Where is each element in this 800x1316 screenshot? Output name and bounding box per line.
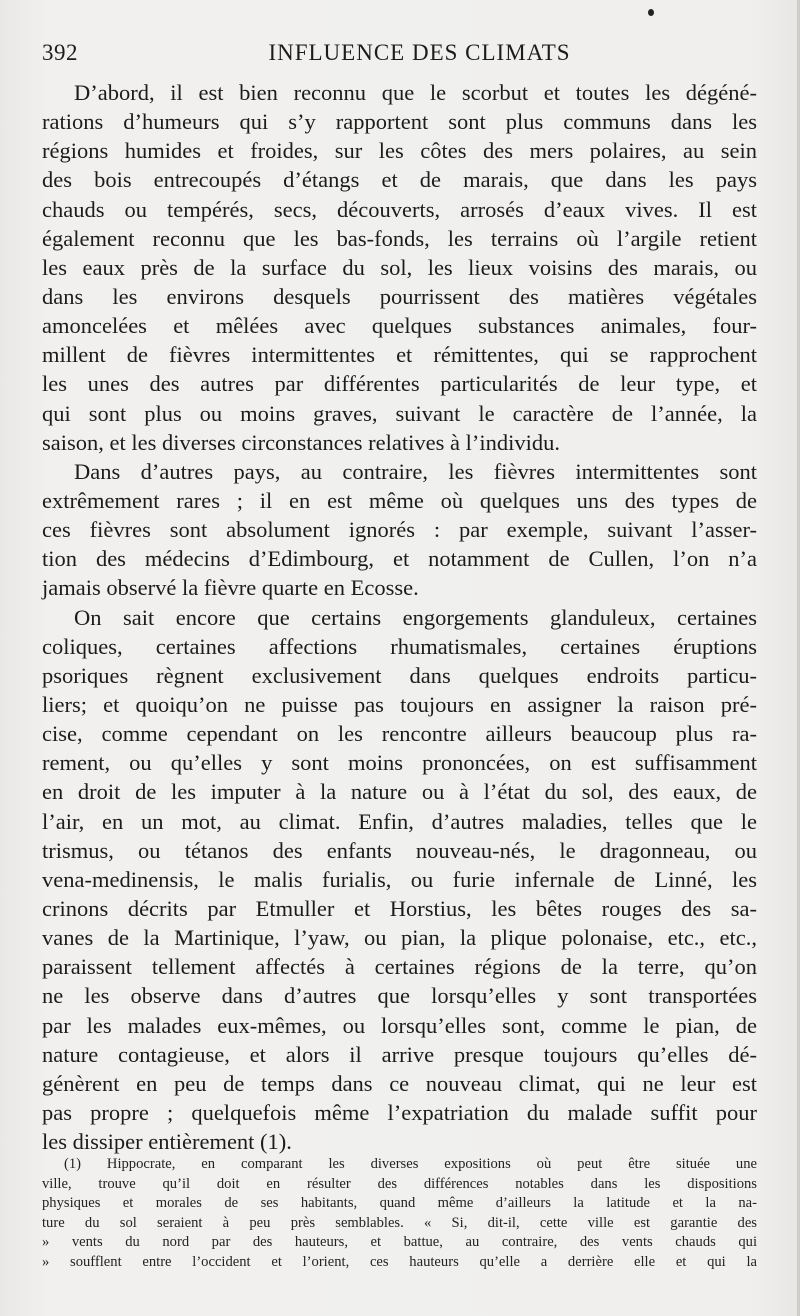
text-line: jamais observé la fièvre quarte en Ecosse. <box>42 575 419 601</box>
footnote-line: ture du sol seraient à peu près semblables. « Si, dit-il, cette ville est garantie des <box>42 1214 757 1231</box>
text-line: chauds ou tempérés, secs, découverts, arrosés d’eaux vives. Il est <box>42 196 757 222</box>
text-line: par les malades eux-mêmes, ou lorsqu’elles sont, comme le pian, de <box>42 1012 757 1038</box>
text-line: régions humides et froides, sur les côtes des mers polaires, au sein <box>42 138 757 164</box>
footnote <box>42 1155 757 1273</box>
text-line: liers; et quoiqu’on ne puisse pas toujours en assigner la raison pré- <box>42 691 757 717</box>
text-line: des bois entrecoupés d’étangs et de marais, que dans les pays <box>42 167 757 193</box>
text-line: qui sont plus ou moins graves, suivant le caractère de l’année, la <box>42 400 757 426</box>
text-line: Dans d’autres pays, au contraire, les fièvres intermittentes sont <box>74 458 757 484</box>
text-line: amoncelées et mêlées avec quelques substances animales, four- <box>42 313 757 339</box>
text-line: On sait encore que certains engorgements glanduleux, certaines <box>74 604 757 630</box>
text-line: tion des médecins d’Edimbourg, et notamment de Cullen, l’on n’a <box>42 546 757 572</box>
text-line: millent de fièvres intermittentes et rémittentes, qui se rapprochent <box>42 342 757 368</box>
text-line: crinons décrits par Etmuller et Horstius, les bêtes rouges des sa- <box>42 895 757 921</box>
text-line: les eaux près de la surface du sol, les lieux voisins des marais, ou <box>42 254 757 280</box>
text-line: génèrent en peu de temps dans ce nouveau climat, qui ne leur est <box>42 1070 757 1096</box>
text-line: D’abord, il est bien reconnu que le scorbut et toutes les dégéné- <box>74 80 757 105</box>
text-line: rement, ou qu’elles y sont moins prononcées, on est suffisamment <box>42 750 757 776</box>
main-text <box>42 78 757 1156</box>
text-line: vena-medinensis, le malis furialis, ou furie infernale de Linné, les <box>42 866 757 892</box>
text-line: saison, et les diverses circonstances relatives à l’individu. <box>42 429 560 455</box>
text-line: extrêmement rares ; il en est même où quelques uns des types de <box>42 487 757 513</box>
text-line: rations d’humeurs qui s’y rapportent sont plus communs dans les <box>42 109 757 135</box>
text-line: l’air, en un mot, au climat. Enfin, d’autres maladies, telles que le <box>42 808 757 834</box>
text-line: paraissent tellement affectés à certaines régions de la terre, qu’on <box>42 954 757 980</box>
text-line: les dissiper entièrement (1). <box>42 1129 292 1155</box>
text-line: psoriques règnent exclusivement dans quelques endroits particu- <box>42 662 757 688</box>
page-number: 392 <box>42 40 78 65</box>
text-line: cise, comme cependant on les rencontre ailleurs beaucoup plus ra- <box>42 721 757 747</box>
text-line: ces fièvres sont absolument ignorés : par exemple, suivant l’asser- <box>42 517 757 543</box>
footnote-line: ville, trouve qu’il doit en résulter des différences notables dans les dispositions <box>42 1175 757 1192</box>
text-line: dans les environs desquels pourrissent des matières végétales <box>42 283 757 309</box>
text-line: ne les observe dans d’autres que lorsqu’elles y sont transportées <box>42 983 757 1009</box>
text-line: coliques, certaines affections rhumatismales, certaines éruptions <box>42 633 757 659</box>
text-line: les unes des autres par différentes particularités de leur type, et <box>42 371 757 397</box>
text-line: vanes de la Martinique, l’yaw, ou pian, la plique polonaise, etc., etc., <box>42 925 757 951</box>
text-line: nature contagieuse, et alors il arrive presque toujours qu’elles dé- <box>42 1041 757 1067</box>
ink-speck <box>648 9 654 16</box>
text-line: pas propre ; quelquefois même l’expatriation du malade suffit pour <box>42 1099 757 1125</box>
footnote-line: » soufflent entre l’occident et l’orient, ces hauteurs qu’elle a derrière elle et qui la <box>42 1253 757 1270</box>
footnote-line: » vents du nord par des hauteurs, et battue, au contraire, des vents chauds qui <box>42 1234 757 1251</box>
text-line: également reconnu que les bas-fonds, les terrains où l’argile retient <box>42 225 757 251</box>
text-line: en droit de les imputer à la nature ou à l’état du sol, des eaux, de <box>42 779 757 805</box>
footnote-line: physiques et morales de ses habitants, quand même d’ailleurs la latitude et la na- <box>42 1195 757 1212</box>
page-header <box>42 40 757 72</box>
footnote-line: (1) Hippocrate, en comparant les diverses expositions où peut être située une <box>64 1156 757 1172</box>
text-line: trismus, ou tétanos des enfants nouveau-nés, le dragonneau, ou <box>42 837 757 863</box>
running-title: INFLUENCE DES CLIMATS <box>268 40 571 65</box>
